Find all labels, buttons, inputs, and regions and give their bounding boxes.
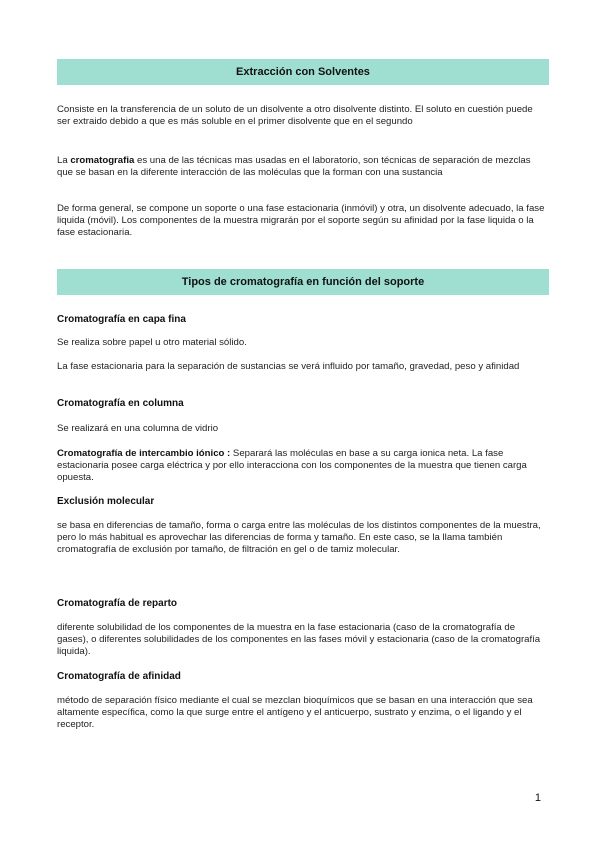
- paragraph-cromatografia-intro: [57, 155, 547, 179]
- text-fragment: La: [57, 155, 71, 166]
- section-title-text: Tipos de cromatografía en función del soporte: [181, 276, 425, 288]
- paragraph-capa-fina-2: La fase estacionaria para la separación de sustancias se verá influido por tamaño, gravedad, peso y afinidad: [57, 361, 520, 372]
- section-title-tipos: [57, 269, 549, 295]
- paragraph-forma-general: De forma general, se compone un soporte o una fase estacionaria (inmóvil) y otra, un disolvente adecuado, la fase liquida (móvil). Los componentes de la muestra migrarán por el soporte según su afinidad por la fase liquida o la fase estacionaria.: [57, 203, 545, 238]
- paragraph-reparto: diferente solubilidad de los componentes de la muestra en la fase estacionaria (caso de la cromatografía de gases), o diferentes solubilidades de los componentes en las fases móvil y estacionaria (caso de la cromatografía liquida).: [57, 622, 541, 657]
- heading-capa-fina: Cromatografía en capa fina: [57, 314, 186, 325]
- paragraph-afinidad: método de separación físico mediante el cual se mezclan bioquímicos que se basan en una interacción que sea altamente específica, como la que surge entre el antígeno y el anticuerpo, sustrato y enzima, o el ligando y el receptor.: [57, 695, 533, 730]
- heading-reparto: Cromatografía de reparto: [57, 598, 178, 609]
- paragraph-exclusion: se basa en diferencias de tamaño, forma o carga entre las moléculas de los distintos componentes de la muestra, pero lo más habitual es aprovechar las diferencias de forma y tamaño. En este caso, se la llama también cromatografía de exclusión por tamaño, de filtración en gel o de tamiz molecular.: [57, 520, 541, 555]
- text-fragment: es una de las técnicas mas usadas en el laboratorio, son técnicas de separación de mezclas que se basan en la diferente interacción de las moléculas que la forman con una sustancia: [57, 155, 531, 178]
- bold-term-cromatografia: cromatografia: [70, 155, 135, 166]
- paragraph-capa-fina-1: Se realiza sobre papel u otro material sólido.: [57, 337, 247, 348]
- section-title-text: Extracción con Solventes: [236, 66, 370, 78]
- heading-exclusion: Exclusión molecular: [57, 496, 155, 507]
- section-title-extraccion: [57, 59, 549, 85]
- paragraph-extraccion-definition: Consiste en la transferencia de un soluto de un disolvente a otro disolvente distinto. El soluto en cuestión puede ser extraido debido a que es más soluble en el primer disolvente que en el segundo: [57, 104, 533, 127]
- page-number: 1: [534, 792, 541, 804]
- heading-columna: Cromatografía en columna: [57, 398, 184, 409]
- paragraph-columna: Se realizará en una columna de vidrio: [57, 423, 219, 434]
- heading-afinidad: Cromatografía de afinidad: [57, 671, 181, 682]
- bold-term-intercambio: Cromatografía de intercambio iónico :: [57, 448, 231, 459]
- paragraph-intercambio-ionico: [57, 448, 547, 484]
- text-fragment: Separará las moléculas en base a su carga ionica neta. La fase estacionaria posee carga eléctrica y por ello interacciona con los componentes de la muestra que tienen carga opuesta.: [57, 448, 527, 483]
